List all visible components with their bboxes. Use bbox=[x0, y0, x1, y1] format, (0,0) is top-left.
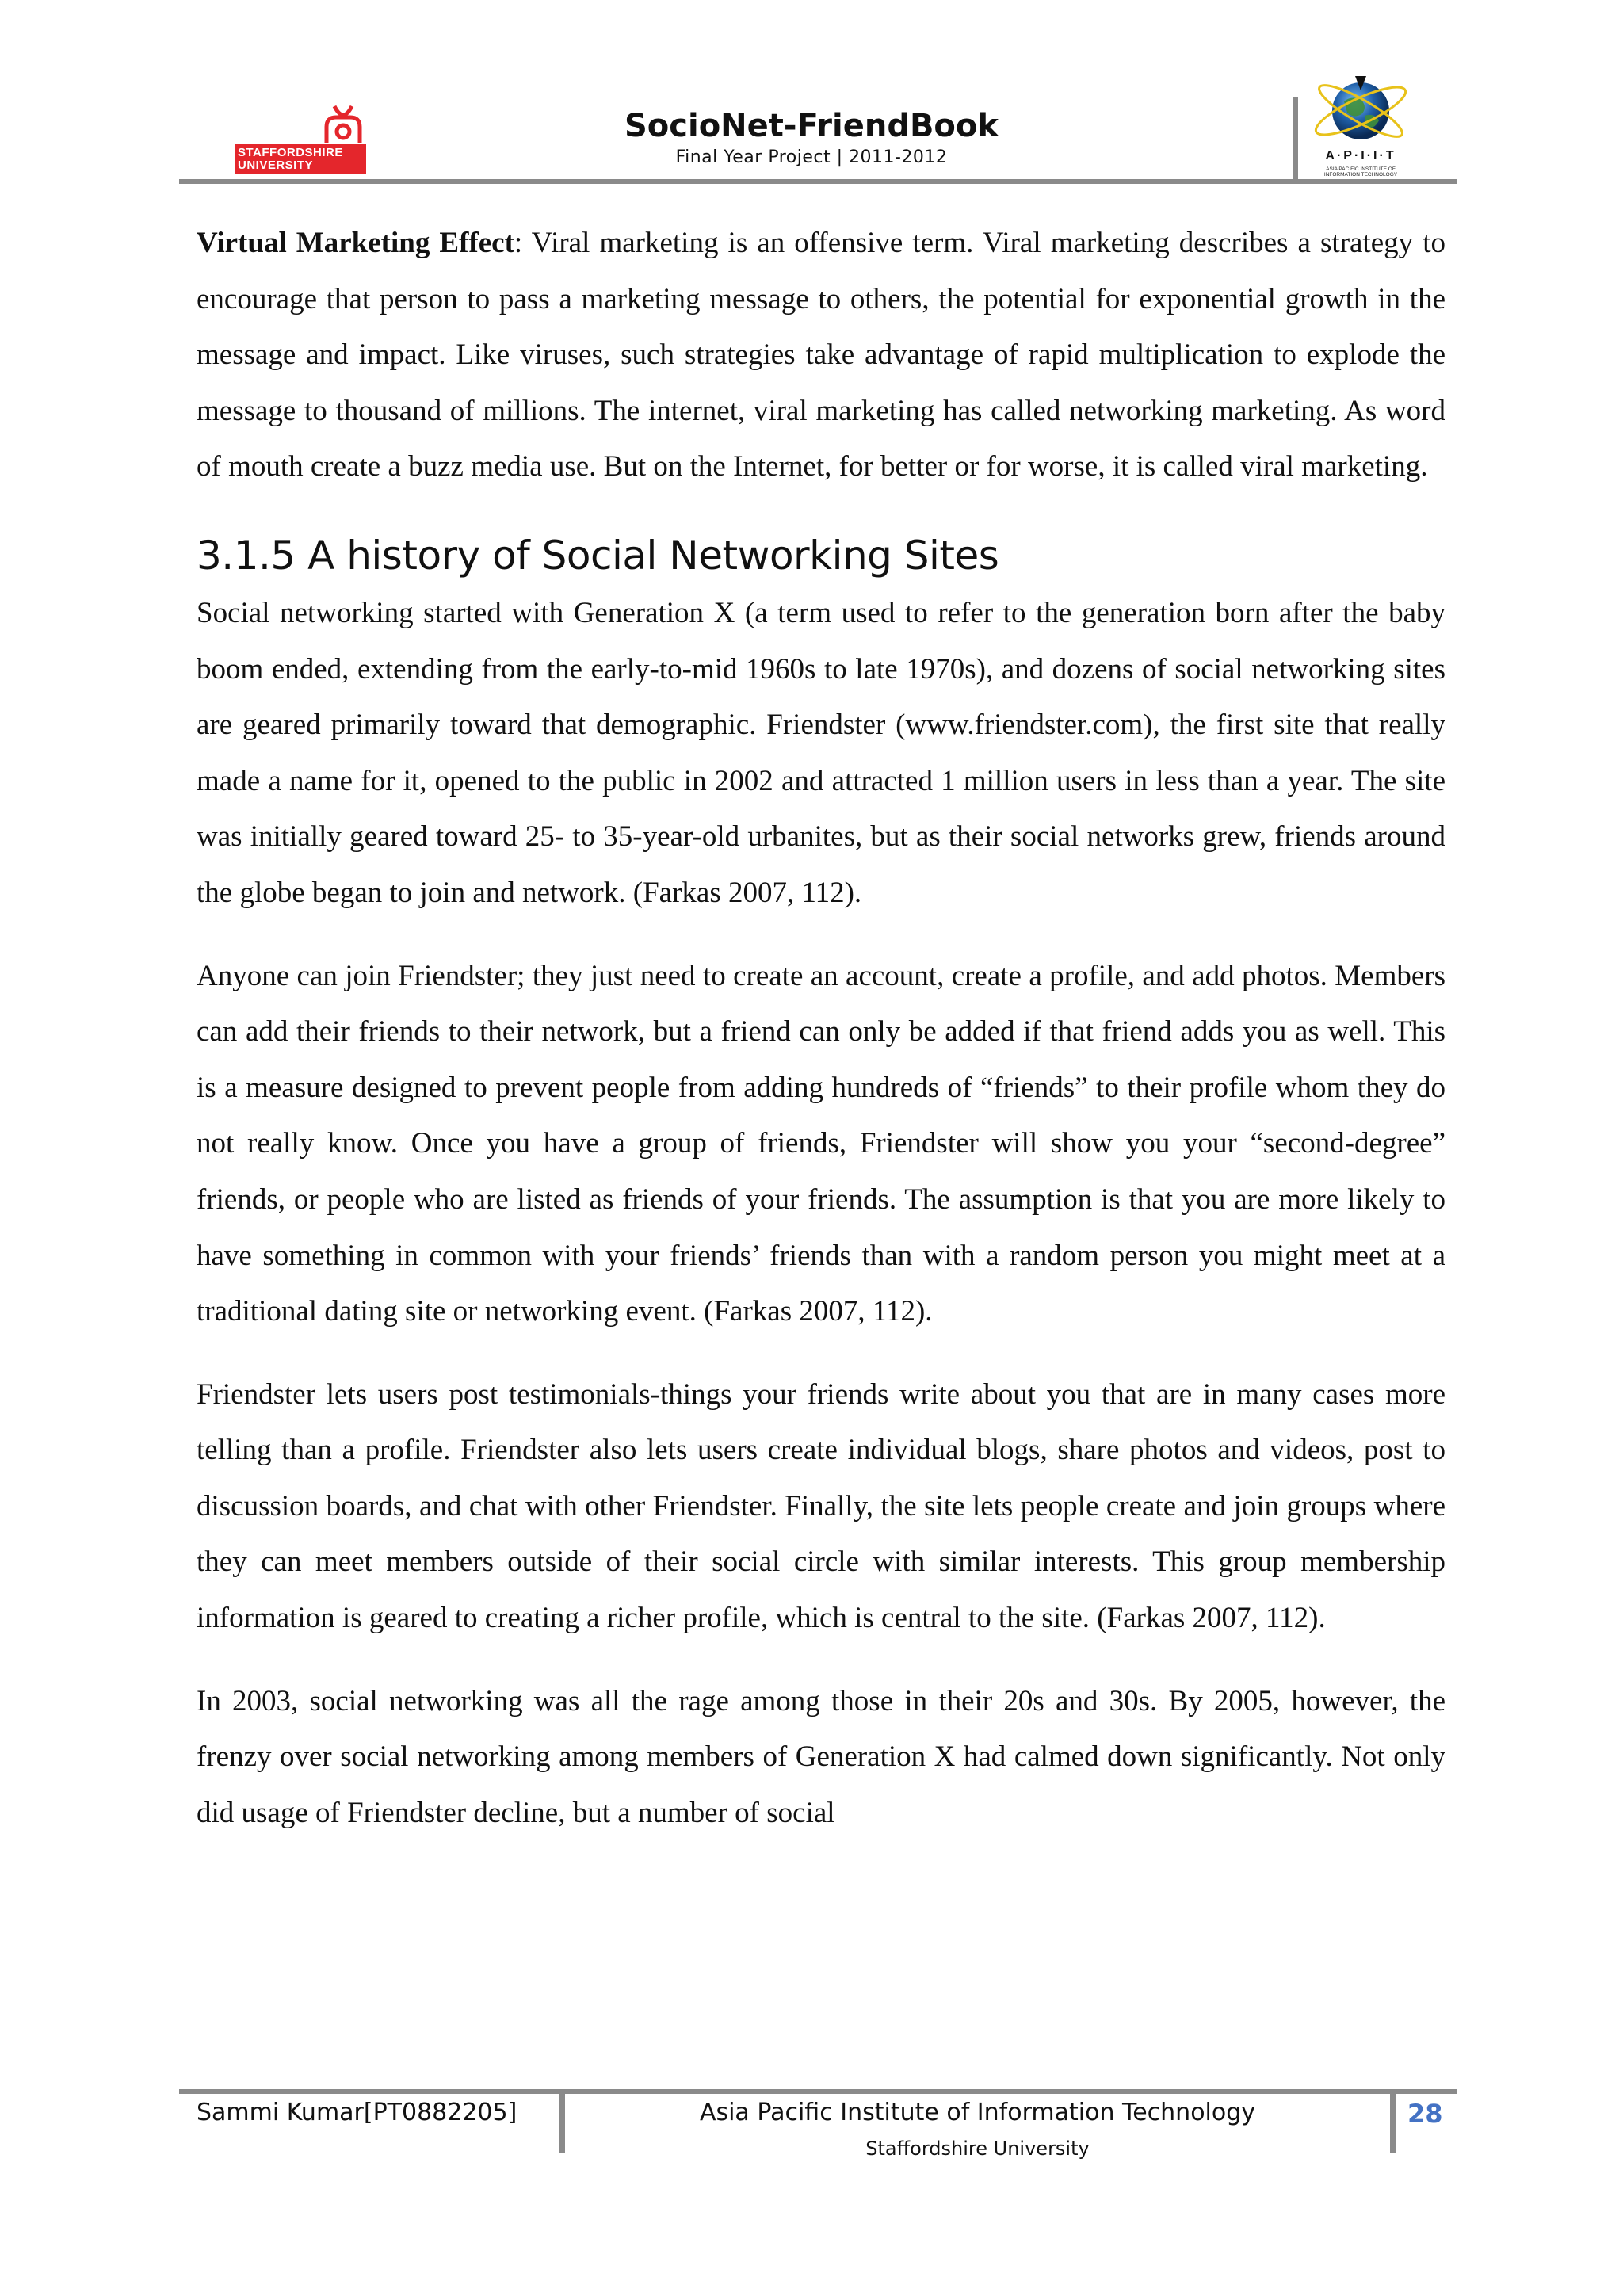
header-rule bbox=[179, 179, 1457, 184]
header-divider bbox=[1293, 97, 1298, 182]
paragraph-join-friendster: Anyone can join Friendster; they just need to create an account, create a profile, and add photos. Members can add their friends to their network, but a friend can only be added if that friend adds you as well. This is a measure designed to prevent people from adding hundreds of “friends” to their profile whom they do not really know. Once you have a group of friends, Friendster will show you your “second-degree” friends, or people who are listed as friends of your friends. The assumption is that you are more likely to have something in common with your friends’ friends than with a random person you might meet at a traditional dating site or networking event. (Farkas 2007, 112). bbox=[197, 959, 1445, 1328]
footer-author: Sammi Kumar[PT0882205] bbox=[197, 2099, 517, 2126]
paragraph-viral-marketing bbox=[197, 216, 1445, 495]
footer-university: Staffordshire University bbox=[865, 2137, 1090, 2160]
paragraph-testimonials: Friendster lets users post testimonials-things your friends write about you that are in many cases more telling than a profile. Friendster also lets users create individual blogs, share photos and videos, post to discussion boards, and chat with other Friendster. Finally, the site lets people create and join groups where they can meet members outside of their social circle with similar interests. This group membership information is geared to creating a richer profile, which is central to the site. (Farkas 2007, 112). bbox=[197, 1377, 1445, 1635]
apiit-logo-text: A·P·I·I·T bbox=[1325, 149, 1396, 162]
footer-institute: Asia Pacific Institute of Information Technology bbox=[699, 2099, 1256, 2126]
section-heading: 3.1.5 A history of Social Networking Sites bbox=[197, 532, 999, 579]
footer-divider-right bbox=[1390, 2089, 1396, 2153]
footer-divider-left bbox=[559, 2089, 565, 2153]
paragraph-generation-x: Social networking started with Generation X (a term used to refer to the generation born after the baby boom ended, extending from the early-to-mid 1960s to late 1970s), and dozens of social networking sites are geared primarily toward that demographic. Friendster (www.friendster.com), the first site that really made a name for it, opened to the public in 2002 and attracted 1 million users in less than a year. The site was initially geared toward 25- to 35-year-old urbanites, but as their social networks grew, friends around the globe began to join and network. (Farkas 2007, 112). bbox=[197, 596, 1445, 909]
globe-orbit-icon bbox=[1306, 71, 1415, 147]
document-title: SocioNet-FriendBook bbox=[624, 108, 999, 144]
paragraph-text: : Viral marketing is an offensive term. Viral marketing describes a strategy to encourage that person to pass a marketing message to others, the potential for exponential growth in the message and impact. Like viruses, such strategies take advantage of rapid multiplication to explode the message to thousand of millions. The internet, viral marketing has called networking marketing. As word of mouth create a buzz media use. But on the Internet, for better or for worse, it is called viral marketing. bbox=[197, 227, 1445, 483]
staffordshire-logo-text: STAFFORDSHIRE UNIVERSITY bbox=[238, 146, 343, 172]
footer-rule bbox=[179, 2089, 1457, 2094]
paragraph-2003: In 2003, social networking was all the rage among those in their 20s and 30s. By 2005, however, the frenzy over social networking among members of Generation X had calmed down significantly. Not only did usage of Friendster decline, but a number of social bbox=[197, 1684, 1445, 1829]
apiit-logo-tagline: ASIA PACIFIC INSTITUTE OF INFORMATION TECHNOLOGY bbox=[1323, 166, 1398, 178]
page-number: 28 bbox=[1407, 2099, 1443, 2129]
document-subtitle: Final Year Project | 2011-2012 bbox=[675, 147, 948, 167]
paragraph-lead: Virtual Marketing Effect bbox=[197, 227, 514, 259]
apiit-logo bbox=[1306, 71, 1415, 182]
page-content bbox=[197, 216, 1445, 1841]
